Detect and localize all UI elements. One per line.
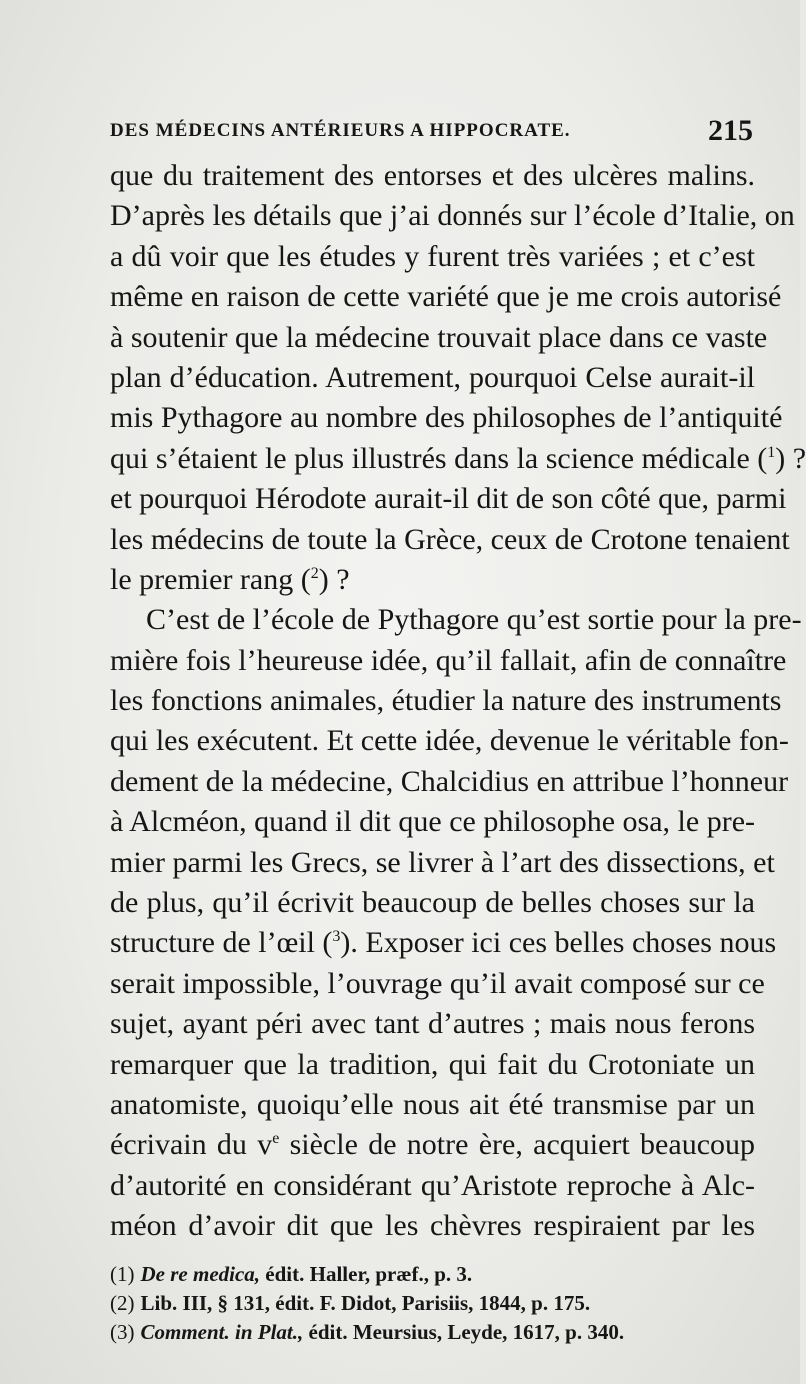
page-header (110, 112, 755, 152)
text-segment: ) ? (318, 562, 350, 596)
text-line: de plus, qu’il écrivit beaucoup de belles choses sur la (110, 886, 755, 920)
text-line: méon d’avoir dit que les chèvres respiraient par les (110, 1209, 755, 1243)
footnote-mark: (2) (110, 1291, 135, 1315)
footnote-3 (110, 1318, 755, 1347)
footnote-title: De re medica, (140, 1262, 261, 1286)
text-line: qui les exécutent. Et cette idée, devenue le véritable fon- (110, 724, 789, 758)
text-line: les médecins de toute la Grèce, ceux de Crotone tenaient (110, 522, 790, 556)
text-segment: ) ? (775, 441, 806, 475)
note-reference: 3 (332, 928, 341, 946)
text-line: mière fois l’heureuse idée, qu’il fallait, afin de connaître (110, 643, 787, 677)
text-line: remarquer que la tradition, qui fait du Crotoniate un (110, 1047, 755, 1081)
text-line-with-note (110, 560, 755, 600)
text-line: et pourquoi Hérodote aurait-il dit de son côté que, parmi (110, 482, 787, 516)
text-line: même en raison de cette variété que je me crois autorisé (110, 280, 782, 314)
footnote-mark: (3) (110, 1320, 135, 1344)
text-line: plan d’éducation. Autrement, pourquoi Celse aurait-il (110, 360, 755, 394)
footnote-1 (110, 1260, 755, 1289)
footnote-mark: (1) (110, 1262, 135, 1286)
text-line: à soutenir que la médecine trouvait place dans ce vaste (110, 320, 768, 354)
footnotes (110, 1260, 755, 1347)
text-segment: le premier rang ( (110, 562, 311, 596)
text-line: que du traitement des entorses et des ulcères malins. (110, 159, 755, 192)
footnote-2 (110, 1289, 755, 1318)
footnote-text: Lib. III, § 131, édit. F. Didot, Parisiis, 1844, p. 175. (140, 1291, 591, 1315)
text-line: D’après les détails que j’ai donnés sur l’école d’Italie, on (110, 199, 795, 233)
page-number: 215 (708, 114, 753, 147)
text-segment: écrivain du v (110, 1128, 273, 1162)
paragraph-start-line: C’est de l’école de Pythagore qu’est sortie pour la pre- (146, 603, 802, 637)
superscript: e (272, 1130, 280, 1148)
text-line: d’autorité en considérant qu’Aristote reproche à Alc- (110, 1168, 755, 1202)
running-title: DES MÉDECINS ANTÉRIEURS A HIPPOCRATE. (110, 120, 571, 141)
text-segment: qui s’étaient le plus illustrés dans la science médicale ( (110, 441, 768, 475)
text-line-with-superscript (110, 1125, 755, 1165)
text-line: mier parmi les Grecs, se livrer à l’art des dissections, et (110, 845, 775, 879)
text-line: à Alcméon, quand il dit que ce philosophe osa, le pre- (110, 805, 755, 839)
text-segment: siècle de notre ère, acquiert beaucoup (279, 1128, 756, 1162)
note-reference: 1 (767, 443, 776, 461)
text-segment: structure de l’œil ( (110, 926, 333, 960)
text-line-with-note (110, 923, 777, 963)
text-line: a dû voir que les études y furent très variées ; et c’est (110, 239, 755, 273)
text-line: serait impossible, l’ouvrage qu’il avait composé sur ce (110, 966, 765, 1000)
text-segment: ). Exposer ici ces belles choses nous (340, 926, 777, 960)
note-reference: 2 (310, 564, 319, 582)
text-line: les fonctions animales, étudier la nature des instruments (110, 684, 782, 718)
text-line: mis Pythagore au nombre des philosophes de l’antiquité (110, 401, 783, 435)
footnote-text: édit. Haller, præf., p. 3. (260, 1262, 473, 1286)
text-line: sujet, ayant péri avec tant d’autres ; mais nous ferons (110, 1007, 755, 1041)
body-text (110, 156, 806, 1247)
footnote-title: Comment. in Plat., (140, 1320, 304, 1344)
text-line-with-note (110, 439, 806, 479)
text-line: dement de la médecine, Chalcidius en attribue l’honneur (110, 764, 789, 798)
footnote-text: édit. Meursius, Leyde, 1617, p. 340. (303, 1320, 625, 1344)
text-line: anatomiste, quoiqu’elle nous ait été transmise par un (110, 1087, 755, 1121)
